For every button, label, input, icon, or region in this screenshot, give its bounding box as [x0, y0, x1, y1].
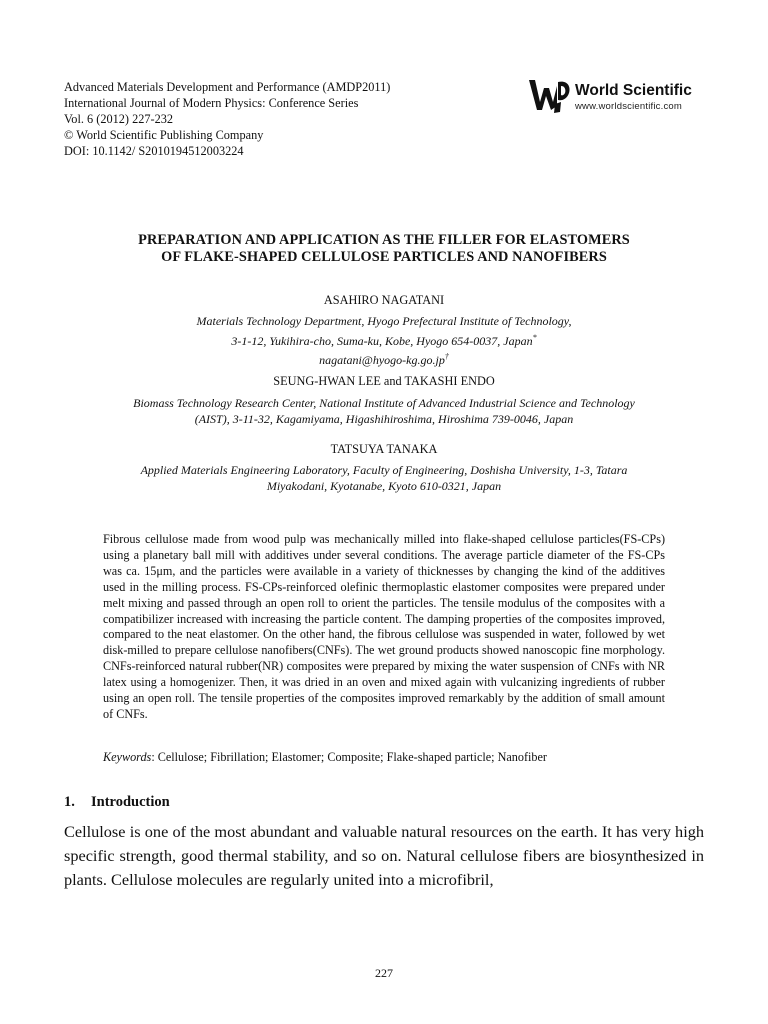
page-number: 227 — [375, 966, 393, 980]
keywords — [103, 750, 547, 765]
author-name: TATSUYA TANAKA — [330, 442, 438, 456]
conference-name: Advanced Materials Development and Performance (AMDP2011) — [64, 80, 391, 94]
publisher-url: www.worldscientific.com — [575, 101, 683, 112]
abstract — [103, 532, 665, 723]
affiliation-line: Applied Materials Engineering Laboratory, Faculty of Engineering, Doshisha University, 1-3, Tatara — [140, 463, 628, 477]
journal-header — [64, 79, 390, 159]
author-affiliation — [40, 396, 728, 427]
journal-series: International Journal of Modern Physics: Conference Series — [64, 96, 359, 110]
section-heading — [64, 794, 170, 811]
abstract-text: Fibrous cellulose made from wood pulp was mechanically milled into flake-shaped cellulose particles(FS-CPs) using a planetary ball mill with additives under several conditions. The average particle diameter of the FS-CPs was ca. 15μm, and the particles were available in a variety of thicknesses by changing the kind of the additives used in the milling process. FS-CPs-reinforced olefinic thermoplastic elastomer composites were prepared under melt mixing and passed through an open roll to orient the particles. The tensile modulus of the composites with a compatibilizer increased with increasing the particle content. The damping properties of the composites improved, compared to the neat elastomer. On the other hand, the fibrous cellulose was suspended in water, followed by wet disk-milled to prepare cellulose nanofibers(CNFs). The wet ground products showed nanoscopic fine morphology. CNFs-reinforced natural rubber(NR) composites were prepared by mixing the water suspension of CNFs with NR latex using a homogenizer. Then, it was dried in an oven and mixed again with vulcanizing ingredients of rubber using an open roll. The tensile properties of the composites improved remarkably by the addition of small amount of CNFs. — [103, 532, 665, 721]
affiliation-line: Miyakodani, Kyotanabe, Kyoto 610-0321, Japan — [266, 478, 502, 493]
world-scientific-logo — [527, 76, 707, 116]
footnote-mark: † — [444, 352, 449, 361]
author-name: ASAHIRO NAGATANI — [323, 293, 445, 307]
paper-title — [40, 232, 728, 266]
author-affiliation — [40, 463, 728, 494]
affiliation-line: Biomass Technology Research Center, National Institute of Advanced Industrial Science and Technology — [133, 396, 635, 410]
author-email: nagatani@hyogo-kg.go.jp — [319, 353, 445, 367]
author-affiliation — [40, 314, 728, 369]
publisher-name: World Scientific — [575, 82, 692, 99]
footnote-mark: * — [532, 332, 537, 342]
affiliation-line: Materials Technology Department, Hyogo Prefectural Institute of Technology, — [196, 314, 572, 328]
section-title: Introduction — [91, 794, 170, 810]
doi: DOI: 10.1142/ S2010194512003224 — [64, 144, 244, 158]
world-scientific-logo-icon — [527, 76, 571, 114]
keywords-list: : Cellulose; Fibrillation; Elastomer; Composite; Flake-shaped particle; Nanofiber — [151, 750, 547, 764]
author-name: SEUNG-HWAN LEE and TAKASHI ENDO — [273, 374, 495, 388]
title-line-1: PREPARATION AND APPLICATION AS THE FILLER FOR ELASTOMERS — [138, 232, 630, 248]
section-body — [64, 820, 704, 892]
affiliation-line: (AIST), 3-11-32, Kagamiyama, Higashihiroshima, Hiroshima 739-0046, Japan — [194, 411, 574, 426]
body-paragraph: Cellulose is one of the most abundant and valuable natural resources on the earth. It has very high specific strength, good thermal stability, and so on. Natural cellulose fibers are biosynthesized in plants. Cellulose molecules are regularly united into a microfibril, — [64, 822, 704, 889]
affiliation-line: 3-1-12, Yukihira-cho, Suma-ku, Kobe, Hyogo 654-0037, Japan — [231, 333, 533, 348]
copyright-notice: © World Scientific Publishing Company — [64, 128, 264, 142]
volume-info: Vol. 6 (2012) 227-232 — [64, 112, 174, 126]
keywords-label: Keywords — [103, 750, 152, 764]
title-line-2: OF FLAKE-SHAPED CELLULOSE PARTICLES AND NANOFIBERS — [161, 249, 607, 265]
section-number: 1. — [64, 794, 75, 810]
